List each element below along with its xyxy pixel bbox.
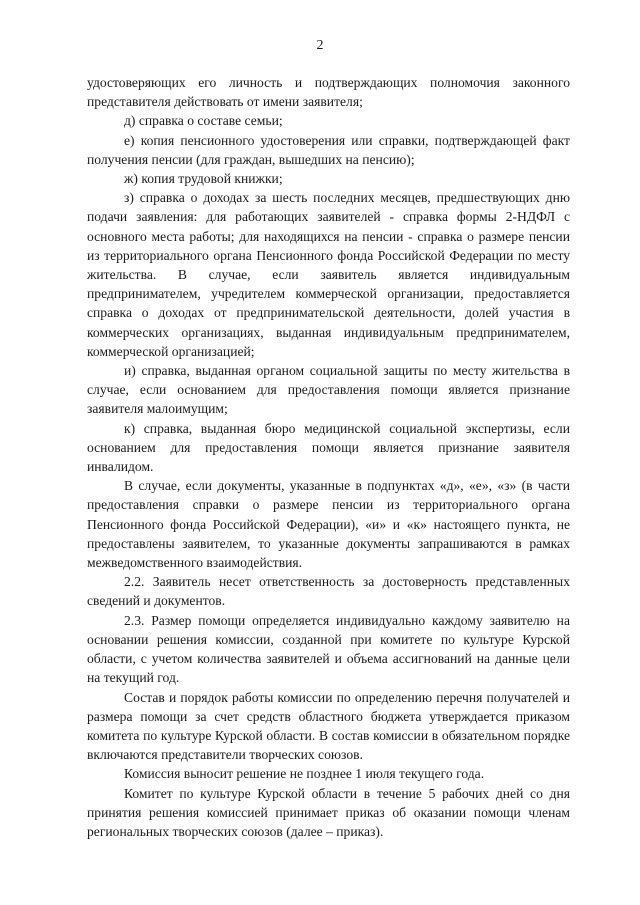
paragraph: В случае, если документы, указанные в подпунктах «д», «е», «з» (в части предоставления справки о размере пенсии из территориального органа Пенсионного фонда Российской Федерации), «и» и «к» настоящего пункта, не предоставлены заявителем, то указанные документы запрашиваются в рамках межведомственного взаимодействия. [87, 478, 570, 571]
page-number: 2 [316, 38, 324, 53]
paragraph: е) копия пенсионного удостоверения или справки, подтверждающей факт получения пенсии (для граждан, вышедших на пенсию); [87, 132, 570, 167]
paragraph: Состав и порядок работы комиссии по определению перечня получателей и размера помощи за счет средств областного бюджета утверждается приказом комитета по культуре Курской области. В состав комиссии в обязательном порядке включаются представители творческих союзов. [87, 689, 570, 763]
paragraph: 2.3. Размер помощи определяется индивидуально каждому заявителю на основании решения комиссии, созданной при комитете по культуре Курской области, с учетом количества заявителей и объема ассигнований на данные цели на текущий год. [87, 612, 570, 686]
paragraph: з) справка о доходах за шесть последних месяцев, предшествующих дню подачи заявления: для работающих заявителей - справка формы 2-НДФЛ с основного места работы; для находящихся на пенсии - справка о размере пенсии из территориального органа Пенсионного фонда Российской Федерации по месту жительства. В случае, если заявитель является индивидуальным предпринимателем, учредителем коммерческой организации, предоставляется справка о доходах от предпринимательской деятельности, долей участия в коммерческих организациях, выданная индивидуальным предпринимателем, коммерческой организацией; [87, 190, 570, 359]
paragraph: Комитет по культуре Курской области в течение 5 рабочих дней со дня принятия решения комиссией принимает приказ об оказании помощи членам региональных творческих союзов (далее – приказ). [87, 785, 570, 839]
paragraph: д) справка о составе семьи; [124, 113, 283, 129]
paragraph: и) справка, выданная органом социальной защиты по месту жительства в случае, если основанием для предоставления помощи является признание заявителя малоимущим; [87, 363, 570, 417]
paragraph: Комиссия выносит решение не позднее 1 июля текущего года. [124, 766, 485, 782]
paragraph: к) справка, выданная бюро медицинской социальной экспертизы, если основанием для предоставления помощи является признание заявителя инвалидом. [87, 420, 570, 475]
paragraph: ж) копия трудовой книжки; [124, 171, 283, 187]
paragraph: 2.2. Заявитель несет ответственность за достоверность представленных сведений и документов. [87, 574, 570, 609]
document-body [87, 73, 570, 841]
paragraph: удостоверяющих его личность и подтверждающих полномочия законного представителя действовать от имени заявителя; [87, 75, 570, 110]
